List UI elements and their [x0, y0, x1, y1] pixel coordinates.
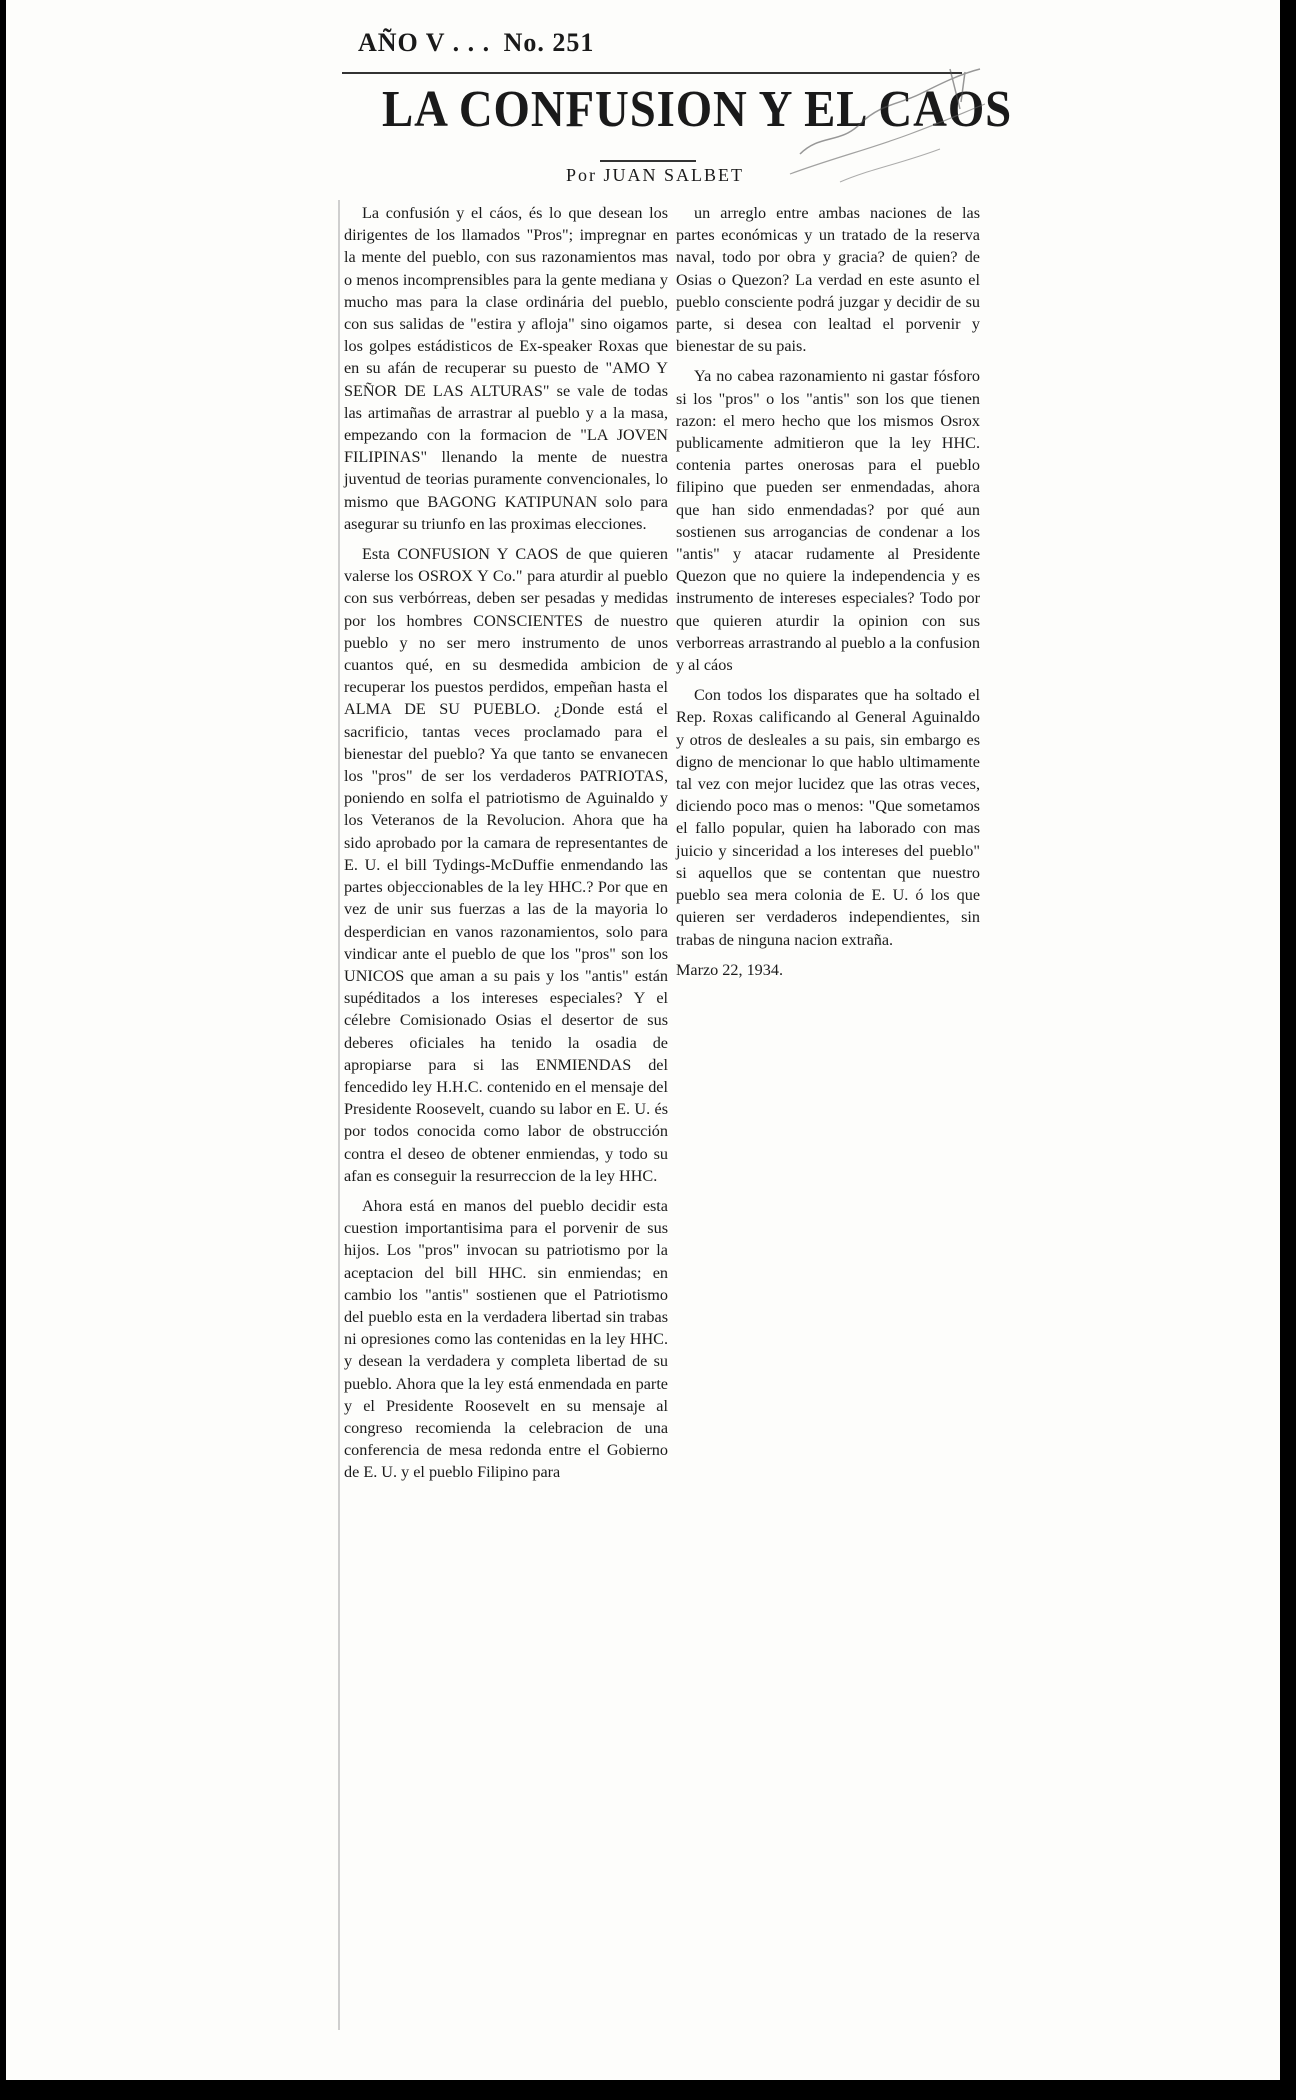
article-column-right — [676, 202, 980, 989]
issue-header — [358, 28, 658, 58]
issue-year: AÑO V . . . — [358, 28, 491, 57]
paragraph: Ya no cabea razonamiento ni gastar fósforo si los "pros" o los "antis" son los que tienen razon: el mero hecho que los mismos Osrox publicamente admitieron que la ley HHC. contenia partes onerosas para el pueblo filipino que pueden ser enmendadas, ahora que han sido enmendadas? por qué aun sostienen sus arrogancias de condenar a los "antis" y atacar rudamente al Presidente Quezon que no quiere la independencia y es instrumento de intereses especiales? Todo por que quieren aturdir la opinion con sus verborreas arrastrando al pueblo a la confusion y al cáos — [676, 367, 980, 675]
paragraph: un arreglo entre ambas naciones de las partes económicas y un tratado de la reserva naval, todo por obra y gracia? de quien? de Osias o Quezon? La verdad en este asunto el pueblo consciente podrá juzgar y decidir de su parte, si desea con lealtad el porvenir y bienestar de su pais. — [676, 204, 980, 356]
handwritten-annotation — [780, 64, 990, 184]
article-byline: Por JUAN SALBET — [566, 165, 745, 185]
issue-number: 251 — [552, 28, 595, 57]
paragraph: Ahora está en manos del pueblo decidir esta cuestion importantisima para el porvenir de sus hijos. Los "pros" invocan su patriotismo por la aceptacion del bill HHC. sin enmiendas; en cambio los "antis" sostienen que el Patriotismo del pueblo esta en la verdadera libertad sin trabas ni opresiones como las contenidas en la ley HHC. y desean la verdadera y completa libertad de su pueblo. Ahora que la ley está enmendada en parte y el Presidente Roosevelt en su mensaje al congreso recomienda la celebracion de una conferencia de mesa redonda entre el Gobierno de E. U. y el pueblo Filipino para — [344, 1196, 668, 1482]
paragraph: Con todos los disparates que ha soltado el Rep. Roxas calificando al General Aguinaldo y otros de desleales a su pais, sin embargo es digno de mencionar lo que hablo ultimamente tal vez con mejor lucidez que las otras veces, diciendo poco mas o menos: "Que sometamos el fallo popular, quien ha laborado con mas juicio y sinceridad a los intereses del pueblo" si aquellos que se contentan que nuestro pueblo sea mera colonia de E. U. ó los que quieren ser verdaderos independientes, sin trabas de ninguna nacion extraña. — [676, 686, 980, 949]
article-column-left — [344, 202, 668, 1492]
paragraph: Esta CONFUSION Y CAOS de que quieren valerse los OSROX Y Co." para aturdir al pueblo con sus verbórreas, deben ser pesadas y medidas por los hombres CONSCIENTES de nuestro pueblo y no ser mero instrumento de unos cuantos qué, en su desmedida ambicion de recuperar los puestos perdidos, empeñan hasta el ALMA DE SU PUEBLO. ¿Donde está el sacrificio, tantas veces proclamado para el bienestar del pueblo? Ya que tanto se envanecen los "pros" de ser los verdaderos PATRIOTAS, poniendo en solfa el patriotismo de Aguinaldo y los Veteranos de la Revolucion. Ahora que ha sido aprobado por la camara de representantes de E. U. el bill Tydings-McDuffie enmendando las partes objeccionables de la ley HHC.? Por que en vez de unir sus fuerzas a las de la mayoria lo desperdician en vanos razonamientos, solo para vindicar ante el pueblo de que los "pros" son los UNICOS que aman a su pais y los "antis" están supéditados a los intereses especiales? Y el célebre Comisionado Osias el desertor de sus deberes oficiales ha tenido la osadia de apropiarse para si las ENMIENDAS del fencedido ley H.H.C. contenido en el mensaje del Presidente Roosevelt, cuando su labor en E. U. és por todos conocida como labor de obstrucción contra el deseo de obtener enmiendas, y todo su afan es conseguir la resurreccion de la ley HHC. — [344, 545, 668, 1185]
issue-number-label: No. — [503, 28, 545, 57]
article-date: Marzo 22, 1934. — [676, 960, 783, 979]
article-headline: LA CONFUSION Y EL CAOS — [382, 81, 1013, 138]
paragraph: La confusión y el cáos, és lo que desean los dirigentes de los llamados "Pros"; impregnar en la mente del pueblo, con sus razonamientos mas o menos incomprensibles para la gente mediana y mucho mas para la clase ordinária del pueblo, con sus salidas de "estira y afloja" sino oigamos los golpes estádisticos de Ex-speaker Roxas que en su afán de recuperar su puesto de "AMO Y SEÑOR DE LAS ALTURAS" se vale de todas las artimañas de arrastrar al pueblo y a la masa, empezando con la formacion de "LA JOVEN FILIPINAS" llenando la mente de nuestra juventud de teorias puramente convencionales, lo mismo que BAGONG KATIPUNAN solo para asegurar su triunfo en las proximas elecciones. — [344, 204, 668, 533]
byline-rule — [600, 160, 696, 162]
clipping-edge — [338, 200, 340, 2030]
